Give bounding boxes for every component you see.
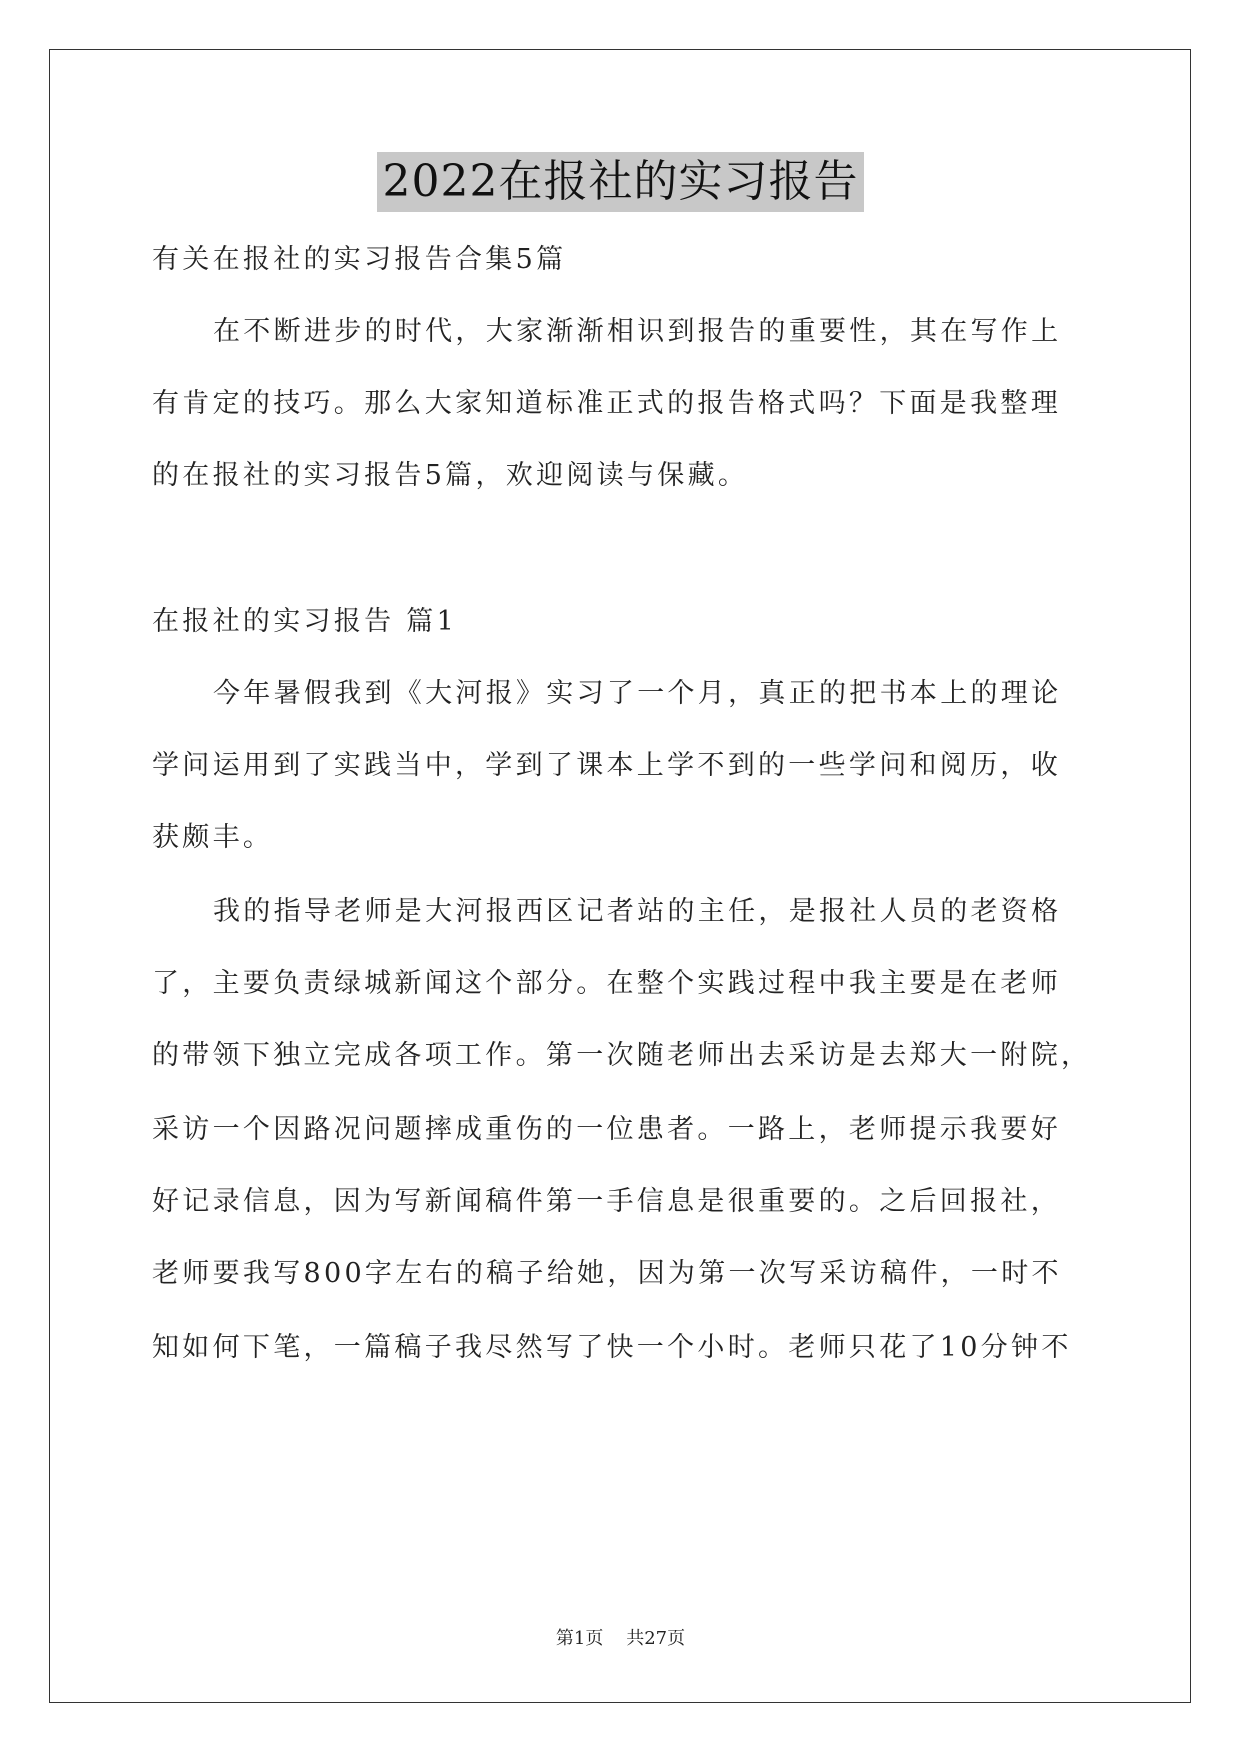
text-line: 获颇丰。 [152,822,274,853]
page-footer [0,1627,1241,1651]
document-title: 2022在报社的实习报告 [377,152,865,212]
text-line: 有肯定的技巧。那么大家知道标准正式的报告格式吗？下面是我整理 [152,388,1061,419]
text-line: 我的指导老师是大河报西区记者站的主任，是报社人员的老资格 [213,896,1062,927]
page-total: 共27页 [626,1628,686,1649]
text-line: 今年暑假我到《大河报》实习了一个月，真正的把书本上的理论 [213,678,1062,709]
text-line: 老师要我写800字左右的稿子给她，因为第一次写采访稿件，一时不 [152,1258,1062,1289]
text-line: 了，主要负责绿城新闻这个部分。在整个实践过程中我主要是在老师 [152,968,1061,999]
text-line: 学问运用到了实践当中，学到了课本上学不到的一些学问和阅历，收 [152,750,1061,781]
text-line: 采访一个因路况问题摔成重伤的一位患者。一路上，老师提示我要好 [152,1114,1061,1145]
text-line: 知如何下笔，一篇稿子我尽然写了快一个小时。老师只花了10分钟不 [152,1332,1072,1363]
text-line: 的带领下独立完成各项工作。第一次随老师出去采访是去郑大一附院， [152,1040,1092,1071]
text-line: 好记录信息，因为写新闻稿件第一手信息是很重要的。之后回报社， [152,1186,1061,1217]
page-number: 第1页 [555,1628,604,1649]
title-container [0,152,1241,212]
section-heading: 在报社的实习报告 篇1 [152,606,458,637]
subtitle-line: 有关在报社的实习报告合集5篇 [152,244,567,275]
text-line: 的在报社的实习报告5篇，欢迎阅读与保藏。 [152,460,749,491]
page-border [49,49,1191,1703]
text-line: 在不断进步的时代，大家渐渐相识到报告的重要性，其在写作上 [213,316,1062,347]
